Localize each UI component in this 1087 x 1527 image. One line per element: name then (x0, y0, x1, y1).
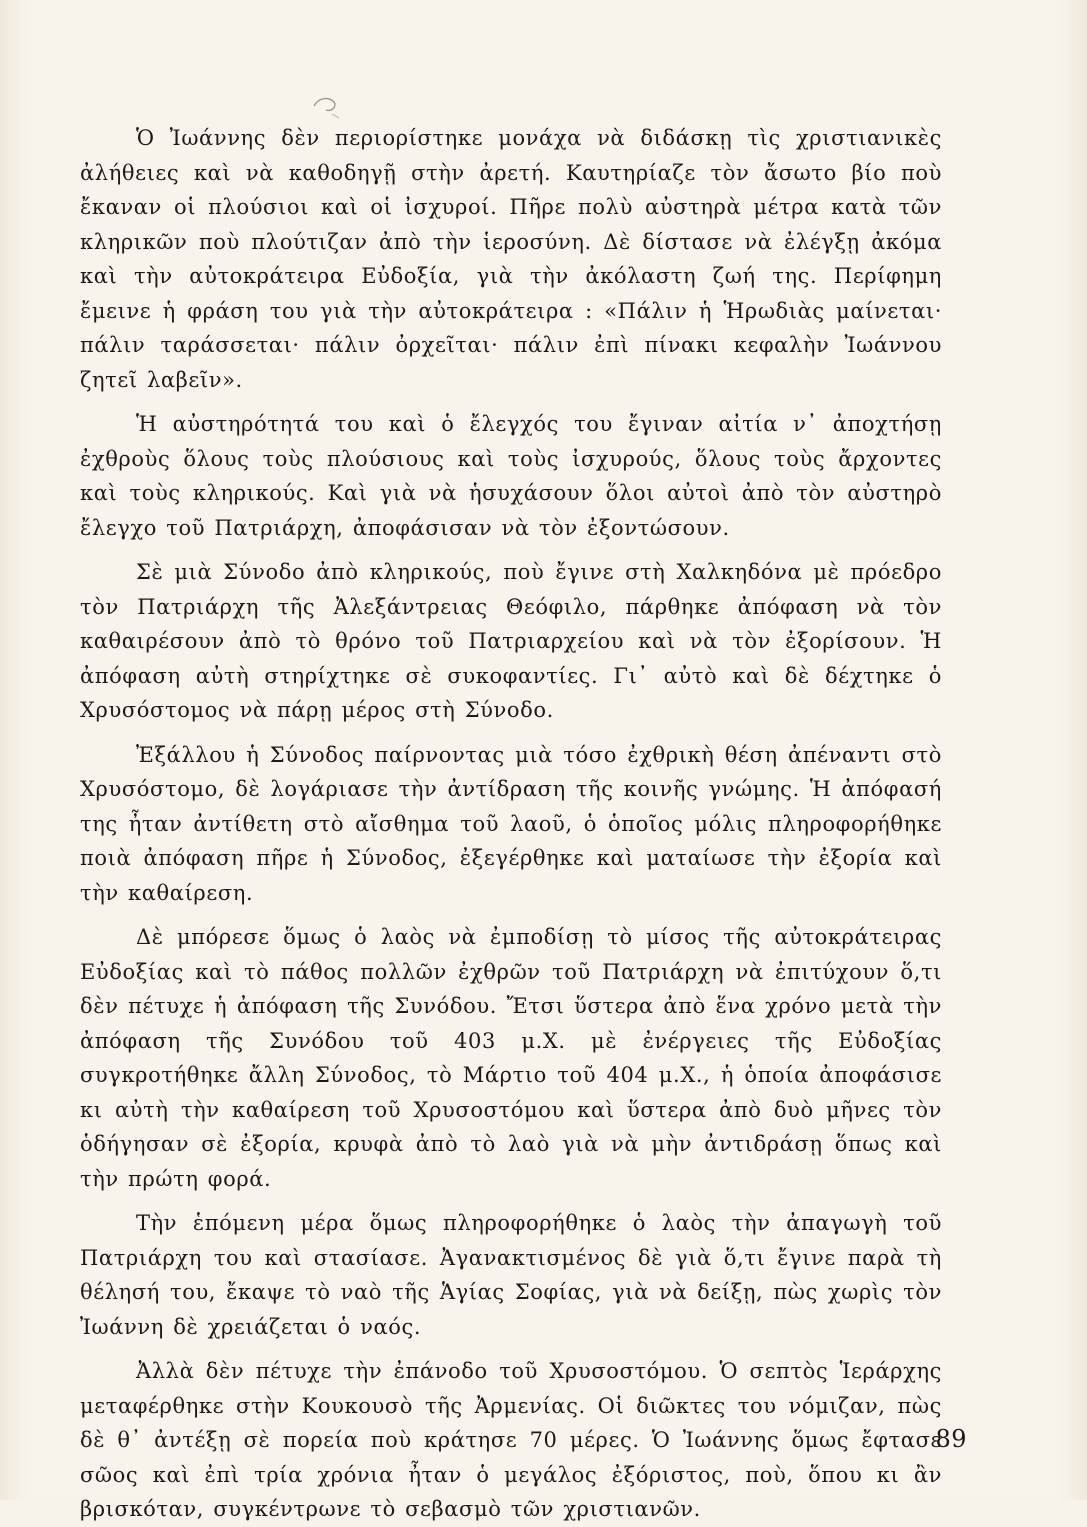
page-number: 89 (935, 1425, 967, 1453)
paragraph-4: Ἐξάλλου ἡ Σύνοδος παίρνοντας μιὰ τόσο ἐχθρικὴ θέση ἀπέναντι στὸ Χρυσόστομο, δὲ λογάριασε τὴν ἀντίδραση τῆς κοινῆς γνώμης. Ἡ ἀπόφασή της ἦταν ἀντίθετη στὸ αἴσθημα τοῦ λαοῦ, ὁ ὁποῖος μόλις πληροφορήθηκε ποιὰ ἀπόφαση πῆρε ἡ Σύνοδος, ἐξεγέρθηκε καὶ ματαίωσε τὴν ἐξορία καὶ τὴν καθαίρεση. (80, 742, 942, 905)
paragraph-3: Σὲ μιὰ Σύνοδο ἀπὸ κληρικούς, ποὺ ἔγινε στὴ Χαλκηδόνα μὲ πρόεδρο τὸν Πατριάρχη τῆς Ἀλεξάντρειας Θεόφιλο, πάρθηκε ἀπόφαση νὰ τὸν καθαιρέσουν ἀπὸ τὸ θρόνο τοῦ Πατριαρχείου καὶ νὰ τὸν ἐξορίσουν. Ἡ ἀπόφαση αὐτὴ στηρίχτηκε σὲ συκοφαντίες. Γι᾽ αὐτὸ καὶ δὲ δέχτηκε ὁ Χρυσόστομος νὰ πάρῃ μέρος στὴ Σύνοδο. (80, 560, 942, 722)
paragraph-2: Ἡ αὐστηρότητά του καὶ ὁ ἔλεγχός του ἔγιναν αἰτία ν᾽ ἀποχτήσῃ ἐχθροὺς ὅλους τοὺς πλούσιους καὶ τοὺς ἰσχυρούς, ὅλους τοὺς ἄρχοντες καὶ τοὺς κληρικούς. Καὶ γιὰ νὰ ἡσυχάσουν ὅλοι αὐτοὶ ἀπὸ τὸν αὐστηρὸ ἔλεγχο τοῦ Πατριάρχη, ἀποφάσισαν νὰ τὸν ἐξοντώσουν. (80, 412, 942, 540)
paragraph-7: Ἀλλὰ δὲν πέτυχε τὴν ἐπάνοδο τοῦ Χρυσοστόμου. Ὁ σεπτὸς Ἱεράρχης μεταφέρθηκε στὴν Κουκουσὸ τῆς Ἀρμενίας. Οἱ διῶκτες του νόμιζαν, πὼς δὲ θ᾽ ἀντέξῃ σὲ πορεία ποὺ κράτησε 70 μέρες. Ὁ Ἰωάννης ὅμως ἔφτασε σῶος καὶ ἐπὶ τρία χρόνια ἦταν ὁ μεγάλος ἐξόριστος, ποὺ, ὅπου κι ἂν βρισκόταν, συγκέντρωνε τὸ σεβασμὸ τῶν χριστιανῶν. (80, 1359, 942, 1521)
paragraph-6: Τὴν ἑπόμενη μέρα ὅμως πληροφορήθηκε ὁ λαὸς τὴν ἀπαγωγὴ τοῦ Πατριάρχη του καὶ στασίασε. Ἀγανακτισμένος δὲ γιὰ ὅ,τι ἔγινε παρὰ τὴ θέλησή του, ἔκαψε τὸ ναὸ τῆς Ἁγίας Σοφίας, γιὰ νὰ δείξῃ, πὼς χωρὶς τὸν Ἰωάννη δὲ χρειάζεται ὁ ναός. (80, 1211, 942, 1339)
body-text (80, 121, 942, 1527)
ink-smudge-mark (306, 92, 346, 122)
paragraph-5: Δὲ μπόρεσε ὅμως ὁ λαὸς νὰ ἐμποδίσῃ τὸ μίσος τῆς αὐτοκράτειρας Εὐδοξίας καὶ τὸ πάθος πολλῶν ἐχθρῶν τοῦ Πατριάρχη νὰ ἐπιτύχουν ὅ,τι δὲν πέτυχε ἡ ἀπόφαση τῆς Συνόδου. Ἔτσι ὕστερα ἀπὸ ἕνα χρόνο μετὰ τὴν ἀπόφαση τῆς Συνόδου τοῦ 403 μ.Χ. μὲ ἐνέργειες τῆς Εὐδοξίας συγκροτήθηκε ἄλλη Σύνοδος, τὸ Μάρτιο τοῦ 404 μ.Χ., ἡ ὁποία ἀποφάσισε κι αὐτὴ τὴν καθαίρεση τοῦ Χρυσοστόμου καὶ ὕστερα ἀπὸ δυὸ μῆνες τὸν ὁδήγησαν σὲ ἐξορία, κρυφὰ ἀπὸ τὸ λαὸ γιὰ νὰ μὴν ἀντιδράσῃ ὅπως καὶ τὴν πρώτη φορά. (80, 925, 942, 1191)
paragraph-1: Ὁ Ἰωάννης δὲν περιορίστηκε μονάχα νὰ διδάσκῃ τὶς χριστιανικὲς ἀλήθειες καὶ νὰ καθοδηγῇ στὴν ἀρετή. Καυτηρίαζε τὸν ἄσωτο βίο ποὺ ἔκαναν οἱ πλούσιοι καὶ οἱ ἰσχυροί. Πῆρε πολὺ αὐστηρὰ μέτρα κατὰ τῶν κληρικῶν ποὺ πλούτιζαν ἀπὸ τὴν ἱεροσύνη. Δὲ δίστασε νὰ ἐλέγξῃ ἀκόμα καὶ τὴν αὐτοκράτειρα Εὐδοξία, γιὰ τὴν ἀκόλαστη ζωή της. Περίφημη ἔμεινε ἡ φράση του γιὰ τὴν αὐτοκράτειρα : «Πάλιν ἡ Ἡρωδιὰς μαίνεται· πάλιν ταράσσεται· πάλιν ὀρχεῖται· πάλιν ἐπὶ πίνακι κεφαλὴν Ἰωάννου ζητεῖ λαβεῖν». (80, 126, 942, 392)
